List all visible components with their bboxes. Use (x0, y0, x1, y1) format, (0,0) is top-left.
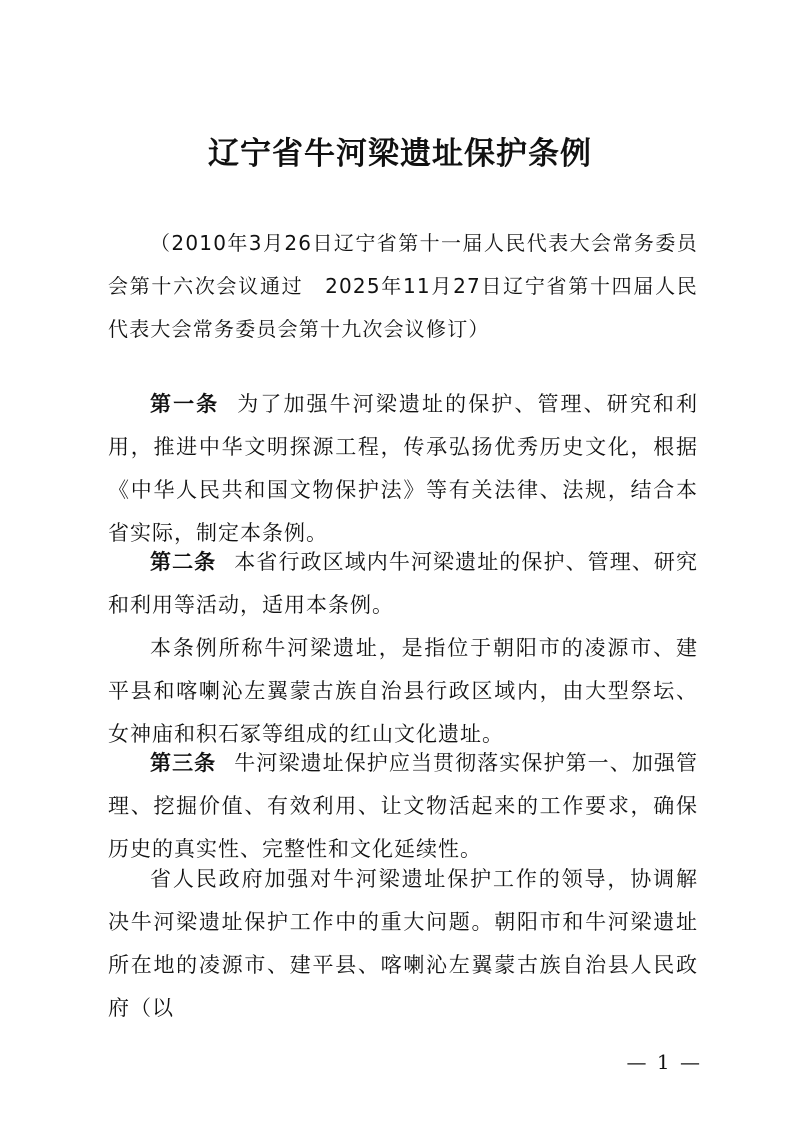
article-3-text: 牛河梁遗址保护应当贯彻落实保护第一、加强管理、挖掘价值、有效利用、让文物活起来的工作要求，确保历史的真实性、完整性和文化延续性。 (108, 751, 699, 861)
article-3-clause-2: 省人民政府加强对牛河梁遗址保护工作的领导，协调解决牛河梁遗址保护工作中的重大问题。朝阳市和牛河梁遗址所在地的凌源市、建平县、喀喇沁左翼蒙古族自治县人民政府（以 (108, 867, 698, 1020)
article-2-heading: 第二条 (150, 550, 217, 574)
article-3-paragraph (108, 742, 698, 871)
article-1-text: 为了加强牛河梁遗址的保护、管理、研究和利用，推进中华文明探源工程，传承弘扬优秀历史文化，根据《中华人民共和国文物保护法》等有关法律、法规，结合本省实际，制定本条例。 (108, 392, 699, 545)
page-number: — 1 — (626, 1050, 702, 1074)
adoption-note: （2010年3月26日辽宁省第十一届人民代表大会常务委员会第十六次会议通过 2025年11月27日辽宁省第十四届人民代表大会常务委员会第十九次会议修订） (108, 231, 698, 341)
article-1-paragraph (108, 383, 698, 555)
article-3-heading: 第三条 (150, 751, 217, 775)
article-1-heading: 第一条 (150, 392, 220, 416)
article-2-clause-2: 本条例所称牛河梁遗址，是指位于朝阳市的凌源市、建平县和喀喇沁左翼蒙古族自治县行政区域内，由大型祭坛、女神庙和积石冢等组成的红山文化遗址。 (108, 636, 698, 746)
article-2-paragraph (108, 541, 698, 627)
document-title: 辽宁省牛河梁遗址保护条例 (208, 136, 592, 172)
article-2-text: 本省行政区域内牛河梁遗址的保护、管理、研究和利用等活动，适用本条例。 (108, 550, 699, 617)
